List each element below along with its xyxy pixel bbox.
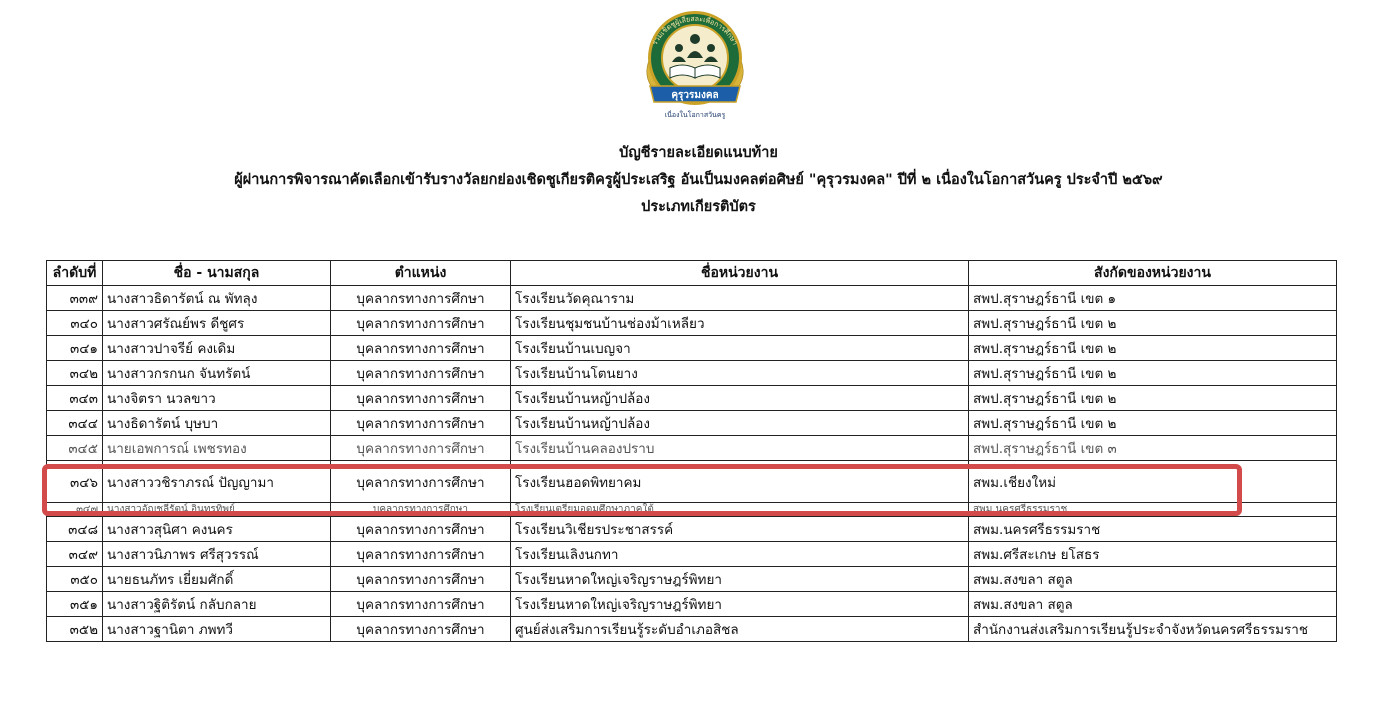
row-name: นางสาวกรกนก จันทรัตน์ — [103, 361, 331, 386]
row-no: ๓๕๒ — [47, 617, 103, 642]
row-affiliation: สพม.สงขลา สตูล — [969, 592, 1337, 617]
row-no: ๓๔๒ — [47, 361, 103, 386]
header-unit: ชื่อหน่วยงาน — [511, 261, 969, 286]
header-name: ชื่อ - นามสกุล — [103, 261, 331, 286]
header-affiliation: สังกัดของหน่วยงาน — [969, 261, 1337, 286]
row-unit: โรงเรียนหาดใหญ่เจริญราษฎร์พิทยา — [511, 567, 969, 592]
row-no: ๓๔๗ — [47, 503, 103, 517]
row-position: บุคลากรทางการศึกษา — [331, 592, 511, 617]
row-affiliation: สพม.เชียงใหม่ — [969, 461, 1337, 503]
row-name: นางสาวศรัณย์พร ดีชูศร — [103, 311, 331, 336]
row-position: บุคลากรทางการศึกษา — [331, 386, 511, 411]
row-position: บุคลากรทางการศึกษา — [331, 436, 511, 461]
row-affiliation: สพม.นครศรีธรรมราช — [969, 503, 1337, 517]
document-title: บัญชีรายละเอียดแนบท้าย — [619, 145, 778, 161]
row-name: นางสาวธิดารัตน์ ณ พัทลุง — [103, 286, 331, 311]
row-affiliation: สพป.สุราษฎร์ธานี เขต ๒ — [969, 336, 1337, 361]
logo-motto: เนื่องในโอกาสวันครู — [664, 111, 726, 119]
row-name: นายเอพการณ์ เพชรทอง — [103, 436, 331, 461]
row-unit: โรงเรียนฮอดพิทยาคม — [511, 461, 969, 503]
row-position: บุคลากรทางการศึกษา — [331, 286, 511, 311]
table-header-row — [47, 261, 1337, 286]
table-row — [47, 286, 1337, 311]
row-unit: โรงเรียนบ้านคลองปราบ — [511, 436, 969, 461]
row-no: ๓๔๔ — [47, 411, 103, 436]
document-subtitle: ผู้ผ่านการพิจารณาคัดเลือกเข้ารับรางวัลยกย่องเชิดชูเกียรติครูผู้ประเสริฐ อันเป็นมงคลต่อศิษย์ "คุรุวรมงคล" ปีที่ ๒ เนื่องในโอกาสวันครู ประจำปี ๒๕๖๙ — [234, 172, 1163, 188]
row-name: นางธิดารัตน์ บุษบา — [103, 411, 331, 436]
row-name: นายธนภัทร เยี่ยมศักดิ์ — [103, 567, 331, 592]
row-unit: โรงเรียนวัดคุณาราม — [511, 286, 969, 311]
row-affiliation: สพป.สุราษฎร์ธานี เขต ๓ — [969, 436, 1337, 461]
row-no: ๓๔๖ — [47, 461, 103, 503]
row-affiliation: สำนักงานส่งเสริมการเรียนรู้ประจำจังหวัดนครศรีธรรมราช — [969, 617, 1337, 642]
row-name: นางสาวนิภาพร ศรีสุวรรณ์ — [103, 542, 331, 567]
row-position: บุคลากรทางการศึกษา — [331, 517, 511, 542]
table-row-highlighted — [47, 461, 1337, 503]
kuruworamongkol-logo — [636, 6, 754, 124]
row-no: ๓๔๕ — [47, 436, 103, 461]
row-position: บุคลากรทางการศึกษา — [331, 361, 511, 386]
header-position: ตำแหน่ง — [331, 261, 511, 286]
row-name: นางสาวอัญชลีรัตน์ อินทรทิพย์ — [103, 503, 331, 517]
row-unit: โรงเรียนชุมชนบ้านช่องม้าเหลียว — [511, 311, 969, 336]
row-unit: โรงเรียนวิเชียรประชาสรรค์ — [511, 517, 969, 542]
table-row — [47, 517, 1337, 542]
logo-arc-text: ร่วมเชิดชูผู้เสียสละเพื่อการศึกษา — [650, 14, 740, 47]
logo-banner — [650, 86, 740, 102]
row-unit: ศูนย์ส่งเสริมการเรียนรู้ระดับอำเภอสิชล — [511, 617, 969, 642]
table-row — [47, 617, 1337, 642]
row-no: ๓๕๐ — [47, 567, 103, 592]
row-position: บุคลากรทางการศึกษา — [331, 567, 511, 592]
row-affiliation: สพม.สงขลา สตูล — [969, 567, 1337, 592]
row-position: บุคลากรทางการศึกษา — [331, 461, 511, 503]
row-position: บุคลากรทางการศึกษา — [331, 542, 511, 567]
row-name: นางสาวฐิติรัตน์ กลับกลาย — [103, 592, 331, 617]
row-affiliation: สพม.ศรีสะเกษ ยโสธร — [969, 542, 1337, 567]
row-position: บุคลากรทางการศึกษา — [331, 503, 511, 517]
row-affiliation: สพป.สุราษฎร์ธานี เขต ๒ — [969, 311, 1337, 336]
row-position: บุคลากรทางการศึกษา — [331, 617, 511, 642]
row-no: ๓๔๑ — [47, 336, 103, 361]
row-no: ๓๔๘ — [47, 517, 103, 542]
row-affiliation: สพม.นครศรีธรรมราช — [969, 517, 1337, 542]
row-position: บุคลากรทางการศึกษา — [331, 311, 511, 336]
row-no: ๓๔๐ — [47, 311, 103, 336]
row-no: ๓๔๓ — [47, 386, 103, 411]
row-position: บุคลากรทางการศึกษา — [331, 336, 511, 361]
logo-banner-text: คุรุวรมงคล — [671, 90, 719, 101]
row-unit: โรงเรียนบ้านหญ้าปล้อง — [511, 411, 969, 436]
table-row — [47, 436, 1337, 461]
row-affiliation: สพป.สุราษฎร์ธานี เขต ๒ — [969, 386, 1337, 411]
row-unit: โรงเรียนบ้านโตนยาง — [511, 361, 969, 386]
row-no: ๓๕๑ — [47, 592, 103, 617]
table-row — [47, 592, 1337, 617]
row-name: นางสาวปาจรีย์ คงเดิม — [103, 336, 331, 361]
row-name: นางสาววชิราภรณ์ ปัญญามา — [103, 461, 331, 503]
row-affiliation: สพป.สุราษฎร์ธานี เขต ๑ — [969, 286, 1337, 311]
row-unit: โรงเรียนบ้านหญ้าปล้อง — [511, 386, 969, 411]
table-row — [47, 361, 1337, 386]
row-unit: โรงเรียนเลิงนกทา — [511, 542, 969, 567]
table-row — [47, 386, 1337, 411]
document-category: ประเภทเกียรติบัตร — [641, 199, 756, 215]
row-affiliation: สพป.สุราษฎร์ธานี เขต ๒ — [969, 361, 1337, 386]
row-name: นางจิตรา นวลขาว — [103, 386, 331, 411]
table-row — [47, 311, 1337, 336]
table-row — [47, 542, 1337, 567]
awardee-table — [46, 260, 1337, 642]
table-row — [47, 336, 1337, 361]
row-name: นางสาวสุนิศา คงนคร — [103, 517, 331, 542]
table-row — [47, 503, 1337, 517]
row-position: บุคลากรทางการศึกษา — [331, 411, 511, 436]
row-unit: โรงเรียนบ้านเบญจา — [511, 336, 969, 361]
row-no: ๓๔๙ — [47, 542, 103, 567]
table-row — [47, 411, 1337, 436]
row-name: นางสาวฐานิตา ภพทวี — [103, 617, 331, 642]
header-no: ลำดับที่ — [47, 261, 103, 286]
row-unit: โรงเรียนเตรียมอุดมศึกษาภาคใต้ — [511, 503, 969, 517]
row-no: ๓๓๙ — [47, 286, 103, 311]
row-affiliation: สพป.สุราษฎร์ธานี เขต ๒ — [969, 411, 1337, 436]
row-unit: โรงเรียนหาดใหญ่เจริญราษฎร์พิทยา — [511, 592, 969, 617]
table-row — [47, 567, 1337, 592]
